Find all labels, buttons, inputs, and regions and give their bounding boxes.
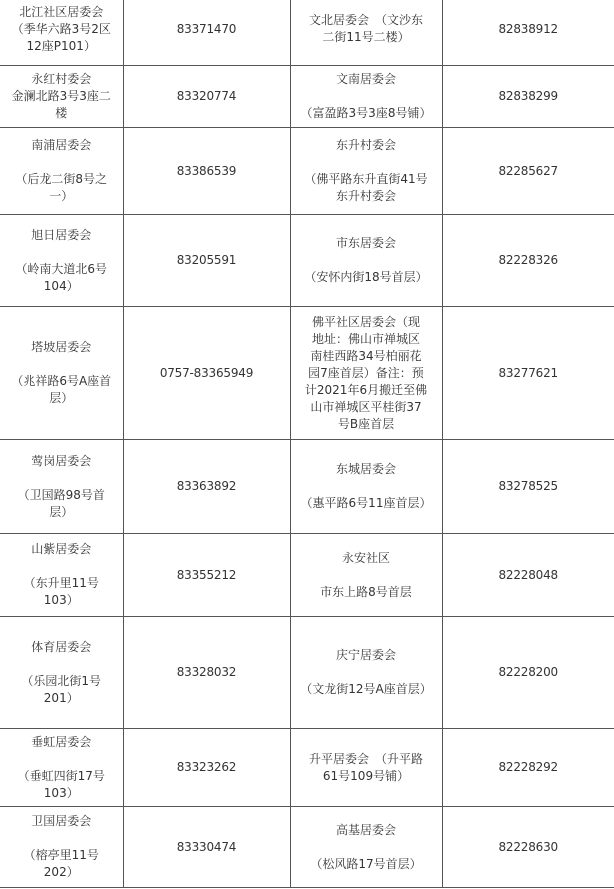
cell-line: （兆祥路6号A座首	[11, 374, 112, 388]
committee-name-cell	[290, 128, 442, 215]
cell-line: 东升村委会	[335, 189, 396, 203]
cell-line: 庆宁居委会	[335, 648, 396, 662]
cell-line: 文南居委会	[335, 72, 396, 86]
phone-cell	[442, 534, 614, 617]
cell-line: （富盈路3号3座8号铺）	[300, 106, 432, 120]
phone-number: 82838299	[498, 89, 558, 103]
cell-line: 北江社区居委会	[19, 4, 104, 19]
cell-line: 旭日居委会	[31, 227, 92, 242]
cell-line: （季华六路3号2区	[11, 21, 111, 36]
table-row	[0, 0, 614, 66]
cell-line: （松风路17号首层）	[310, 856, 422, 871]
cell-line: （垂虹四街17号	[17, 768, 105, 783]
cell-line: 二街11号二楼）	[322, 30, 410, 44]
table-row	[0, 534, 614, 617]
cell-line: 东城居委会	[335, 462, 396, 476]
cell-line: 103）	[43, 785, 79, 800]
cell-line: 东升村委会	[335, 138, 396, 152]
phone-number: 83386539	[176, 163, 237, 178]
cell-line: 103）	[43, 593, 79, 607]
table-row	[0, 215, 614, 307]
phone-number: 83363892	[176, 479, 237, 493]
cell-line: 市东上路8号首层	[320, 584, 412, 599]
table-row	[0, 807, 614, 888]
phone-number: 0757-83365949	[159, 365, 254, 380]
phone-cell	[123, 807, 290, 888]
cell-line: 104）	[43, 278, 79, 293]
cell-line: 楼	[55, 106, 68, 120]
cell-line: 园7座首层）备注：预	[308, 365, 424, 380]
cell-line: 61号109号铺）	[322, 768, 410, 783]
phone-number: 82228292	[498, 760, 558, 774]
cell-line: 市东居委会	[335, 236, 396, 250]
cell-line: 卫国居委会	[31, 814, 92, 828]
phone-cell	[123, 440, 290, 534]
phone-number: 83205591	[176, 253, 237, 267]
cell-line: （榕亭里11号	[23, 848, 99, 862]
committee-name-cell	[290, 440, 442, 534]
phone-cell	[442, 307, 614, 440]
phone-number: 82228048	[498, 567, 558, 582]
committee-name-cell	[290, 215, 442, 307]
phone-cell	[442, 66, 614, 128]
committee-name-cell	[0, 66, 123, 128]
cell-line: 201）	[43, 690, 79, 705]
phone-cell	[442, 215, 614, 307]
cell-line: （惠平路6号11座首层）	[300, 496, 432, 510]
cell-line: （乐园北街1号	[21, 673, 102, 688]
phone-number: 83355212	[176, 567, 237, 582]
table-row	[0, 66, 614, 128]
phone-number: 82228630	[498, 839, 558, 854]
cell-line: 山市禅城区平桂街37	[310, 399, 422, 414]
cell-line: 地址：佛山市禅城区	[311, 331, 420, 346]
phone-cell	[123, 128, 290, 215]
cell-line: 高基居委会	[335, 822, 396, 837]
committee-name-cell	[0, 534, 123, 617]
committee-name-cell	[290, 729, 442, 807]
phone-number: 83277621	[498, 365, 558, 380]
cell-line: 金澜北路3号3座二	[11, 89, 111, 103]
phone-cell	[123, 534, 290, 617]
cell-line: 莺岗居委会	[31, 453, 92, 468]
committee-name-cell	[290, 66, 442, 128]
phone-cell	[123, 215, 290, 307]
committee-name-cell	[0, 215, 123, 307]
cell-line: （安怀内街18号首层）	[304, 270, 428, 284]
phone-cell	[442, 729, 614, 807]
cell-line: （后龙二街8号之	[15, 172, 108, 186]
table-row	[0, 307, 614, 440]
phone-number: 82228200	[498, 665, 558, 679]
cell-line: （文龙街12号A座首层）	[300, 682, 432, 696]
phone-cell	[442, 440, 614, 534]
committee-name-cell	[290, 307, 442, 440]
cell-line: 12座P101）	[26, 38, 96, 53]
cell-line: 南桂西路34号柏丽花	[310, 348, 422, 363]
phone-cell	[442, 0, 614, 66]
committee-name-cell	[0, 440, 123, 534]
phone-number: 83328032	[176, 665, 237, 679]
cell-line: 永安社区	[341, 550, 390, 565]
cell-line: 山紫居委会	[31, 542, 92, 556]
table-row	[0, 617, 614, 729]
phone-number: 82838912	[498, 21, 558, 36]
phone-number: 83323262	[176, 760, 237, 774]
committee-name-cell	[290, 0, 442, 66]
phone-cell	[123, 66, 290, 128]
committee-name-cell	[0, 617, 123, 729]
cell-line: 永红村委会	[31, 72, 92, 86]
committee-name-cell	[0, 128, 123, 215]
table-row	[0, 440, 614, 534]
cell-line: 文北居委会 （文沙东	[308, 13, 423, 27]
cell-line: 号B座首层	[337, 416, 395, 431]
phone-number: 82285627	[498, 163, 558, 178]
phone-cell	[442, 807, 614, 888]
phone-cell	[442, 128, 614, 215]
phone-number: 83278525	[498, 479, 558, 493]
committee-name-cell	[0, 0, 123, 66]
committee-name-cell	[290, 807, 442, 888]
cell-line: （岭南大道北6号	[15, 261, 108, 276]
cell-line: 层）	[49, 504, 74, 519]
phone-cell	[123, 0, 290, 66]
phone-cell	[123, 729, 290, 807]
table-row	[0, 128, 614, 215]
cell-line: （东升里11号	[23, 576, 99, 590]
phone-number: 82228326	[498, 253, 558, 267]
table-row	[0, 729, 614, 807]
cell-line: 垂虹居委会	[31, 734, 92, 749]
committee-name-cell	[290, 534, 442, 617]
cell-line: 体育居委会	[31, 639, 92, 654]
cell-line: 层）	[49, 391, 74, 405]
phone-cell	[123, 307, 290, 440]
phone-number: 83330474	[176, 839, 237, 854]
cell-line: 202）	[43, 865, 79, 879]
phone-cell	[442, 617, 614, 729]
cell-line: （卫国路98号首	[17, 487, 105, 502]
committee-name-cell	[290, 617, 442, 729]
cell-line: 升平居委会 （升平路	[308, 751, 423, 766]
cell-line: 佛平社区居委会（现	[311, 314, 420, 329]
phone-number: 83371470	[176, 21, 237, 36]
cell-line: 塔坡居委会	[31, 340, 92, 354]
cell-line: 一）	[49, 189, 74, 203]
phone-number: 83320774	[176, 89, 237, 103]
cell-line: 南浦居委会	[31, 138, 92, 152]
cell-line: 计2021年6月搬迁至佛	[304, 382, 428, 397]
committee-name-cell	[0, 729, 123, 807]
cell-line: （佛平路东升直街41号	[304, 172, 428, 186]
committee-name-cell	[0, 307, 123, 440]
committee-name-cell	[0, 807, 123, 888]
phone-cell	[123, 617, 290, 729]
